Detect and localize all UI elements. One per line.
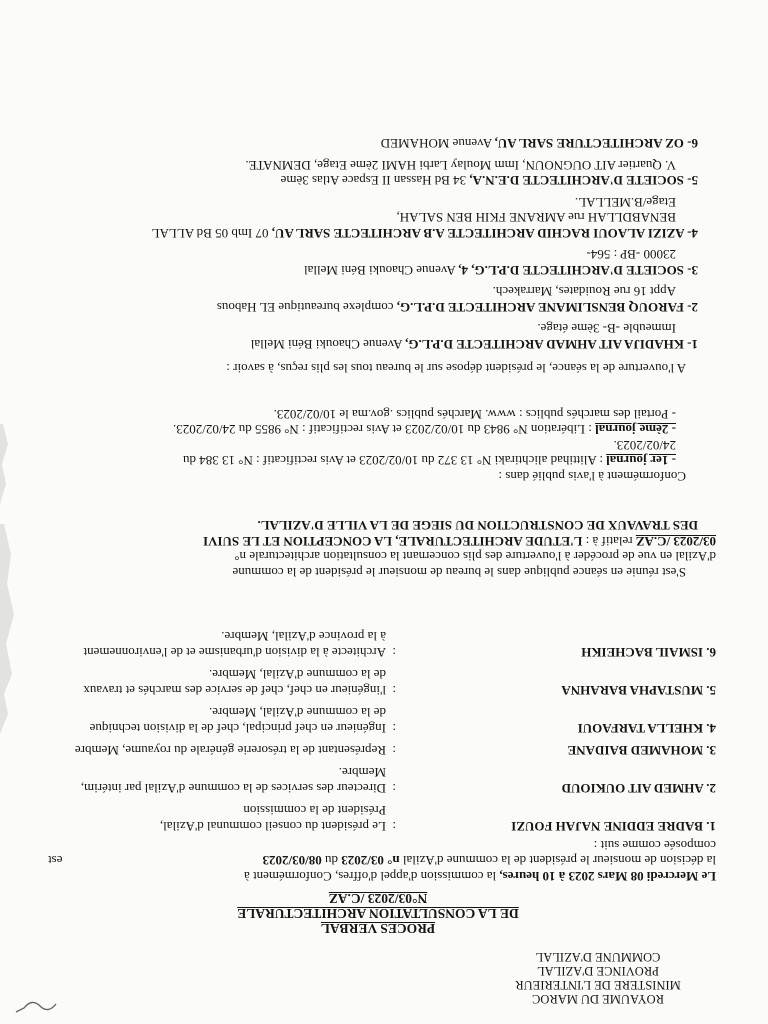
- bidder-name: 1- KHADIJA AIT AHMAD ARCHITECTE D.P.L.G,: [405, 337, 698, 352]
- opening-line: A l'ouverture de la séance, le président dépose sur le bureau tous les plis reçus, à savoir :: [226, 361, 686, 376]
- session-line-2: d'Azilal en vue de procéder à l'ouverture des plis concernant la consultation architecturale n°: [234, 549, 716, 565]
- member-row: [48, 742, 716, 758]
- bidder-address: Avenue Chaouki Béni Mellal: [303, 263, 459, 278]
- bid-item: [48, 136, 716, 152]
- bids-list: [48, 130, 716, 352]
- paper-edge: [0, 424, 18, 504]
- document-title: [168, 891, 588, 936]
- commission-members: [48, 622, 716, 834]
- member-role: Ingénieur en chef principal, chef de la division technique: [89, 721, 386, 736]
- letterhead: [498, 950, 698, 1006]
- bid-item: [48, 247, 716, 278]
- meeting-date: Le Mercredi 08 Mars 2023 à 10 heures,: [499, 869, 716, 884]
- bidder-name: 5- SOCIETE D'ARCHITECTE D.E.N.A,: [469, 173, 698, 189]
- bidder-name: 6- OZ ARCHITECTURE SARL AU,: [494, 136, 698, 152]
- project-object-cont: DES TRAVAUX DE CONSTRUCTION DU SIEGE DE LA VILLE D'AZILAL.: [257, 518, 698, 534]
- bid-item: [48, 158, 716, 189]
- publication-section: [48, 407, 716, 485]
- session-line-1: S'est réunie en séance publique dans le bureau de monsieur le président de la commune: [232, 565, 686, 580]
- bidder-address: 34 Bd Hassan II Espace Atlas 3ème: [280, 173, 470, 189]
- member-name: 3. MOHAMED BAIDANE: [567, 743, 716, 758]
- bidder-address-cont: Appt 16 rue Rouidates, Marrakech.: [492, 284, 676, 300]
- member-role: Représentant de la trésorerie générale du royaume, Membre: [74, 743, 386, 758]
- session-paragraph: [48, 518, 716, 580]
- province-line: PROVINCE D'AZILAL: [536, 964, 660, 978]
- bid-item: [48, 195, 716, 242]
- member-colon: :: [392, 645, 396, 660]
- member-role-cont: de la commune d'Azilal, Membre.: [208, 705, 386, 720]
- bid-item: [48, 321, 716, 352]
- title-line-2: DE LA CONSULTATION ARCHITECTURALE: [237, 906, 519, 921]
- member-row: [48, 644, 716, 660]
- member-role: Directeur des services de la commune d'Azilal par intérim,: [80, 781, 386, 796]
- decision-ref: n° 03/2023: [341, 853, 400, 869]
- bidder-address: 07 Imb 05 Bd ALLAL: [151, 226, 272, 241]
- member-row: [48, 780, 716, 796]
- member-colon: :: [392, 743, 396, 758]
- bid-line: [48, 136, 716, 152]
- bid-line: [48, 337, 716, 353]
- consultation-ref: 03/2023 /C.AZ: [635, 534, 716, 549]
- project-object: L'ETUDE ARCHITECTURALE, LA CONCEPTION ET LE SUIVI: [203, 534, 583, 549]
- member-name: 6. ISMAIL BACHEIKH: [581, 645, 716, 660]
- bidder-name: 2- FAROUQ BENSLIMANE ARCHITECTE D.P.L.G,: [396, 300, 698, 315]
- journal-text: : Libération N° 9843 du 10/02/2023 et Avis rectificatif : N° 9855 du 24/02/2023.: [172, 422, 596, 438]
- bidder-address-cont: BENABDLLAH rue AMRANE FKIH BEN SALAH,: [396, 210, 676, 226]
- member-role: Le président du conseil communal d'Azilal,: [159, 819, 386, 834]
- decision-date: 08/03/2023: [262, 853, 322, 869]
- intro-line-2: [48, 853, 716, 869]
- member-role-cont: Membre.: [338, 765, 386, 780]
- bidder-address: Avenue Chaouki Béni Mellal: [250, 337, 406, 352]
- intro-text: la commission d'appel d'offres, Conformément à: [243, 869, 500, 884]
- member-role: l'ingénieur en chef, chef de service des marchés et travaux: [83, 683, 386, 698]
- member-colon: :: [392, 683, 396, 698]
- intro-text: la décision de monsieur le président de la commune d'Azilal: [399, 853, 716, 869]
- first-journal-cont: 24/02/2023.: [613, 438, 676, 453]
- title-line-3: N°03/2023 /C.AZ: [328, 891, 428, 906]
- ink-mark: [14, 996, 58, 1018]
- public-portal: - Portail des marchés publics : www. Marchés publics .gov.ma le 10/02/2023.: [273, 407, 676, 422]
- second-journal: [48, 422, 716, 438]
- journal-label: - 2ème journal: [595, 422, 676, 438]
- session-text: relatif à :: [582, 534, 636, 549]
- bidder-name: 4- AZIZI ALAOUI RACHID ARCHITECTE A.B ARCHITECTE SARL AU,: [271, 226, 698, 241]
- member-colon: :: [392, 721, 396, 736]
- bidder-address: complexe bureautique EL Habous: [216, 300, 397, 315]
- title-line-1: PROCES VERBAL: [320, 921, 436, 936]
- journal-text: : Alittihad alichtiraki N° 13 372 du 10/02/2023 et Avis rectificatif : N° 13 384 du: [182, 453, 607, 469]
- paper-edge: [0, 524, 18, 734]
- bid-line: [48, 226, 716, 242]
- ministry-line: MINISTERE DE L'INTERIEUR: [515, 978, 681, 992]
- member-row: [48, 720, 716, 736]
- member-row: [48, 818, 716, 834]
- member-role-cont: Président de la commission: [243, 803, 386, 818]
- bid-line: [48, 300, 716, 316]
- kingdom-line: ROYAUME DU MAROC: [532, 992, 664, 1006]
- member-role-cont: de la commune d'Azilal, Membre.: [208, 667, 386, 682]
- bid-line: [48, 263, 716, 279]
- bid-line: [48, 173, 716, 189]
- session-line-3: [48, 534, 716, 550]
- intro-text: est: [48, 853, 63, 869]
- bidder-address-cont: V. Quartier AIT OUGNOUN, Imm Moulay Larbi HAMI 2ème Etage, DEMNATE.: [245, 158, 676, 173]
- member-row: [48, 682, 716, 698]
- member-role: Architecte à la division d'urbanisme et de l'environnement: [83, 645, 386, 660]
- bidder-address: Avenue MOHAMED: [380, 136, 495, 152]
- member-name: 1. BADRE EDDINE NAJAH FOUZI: [511, 819, 716, 834]
- bidder-name: 3- SOCIETE D'ARCHITECTE D.P.L.G, 4,: [458, 263, 698, 278]
- bidder-address-cont: Etage/B.MELLAL.: [574, 195, 676, 210]
- first-journal: [48, 453, 716, 469]
- member-name: 4. KHELLA TARFAOUI: [577, 721, 716, 736]
- bidder-address-cont: Immeuble -B- 3ème étage.: [537, 321, 676, 337]
- intro-line-1: [48, 869, 716, 885]
- intro-line-3: composée comme suit :: [593, 838, 716, 853]
- member-name: 5. MUSTAPHA BARAHNA: [561, 683, 716, 698]
- intro-text: du: [321, 853, 342, 869]
- bidder-address-cont: 23000 -BP : 564-: [586, 247, 676, 263]
- member-role-cont: à la province d'Azilal, Membre.: [221, 629, 386, 644]
- intro-paragraph: [48, 838, 716, 885]
- bid-item: [48, 284, 716, 315]
- member-name: 2. AHMED AIT OUKIOUD: [561, 781, 716, 796]
- commune-line: COMMUNE D'AZILAL: [535, 950, 661, 964]
- journal-label: - 1er journal: [606, 453, 676, 469]
- member-colon: :: [392, 819, 396, 834]
- member-colon: :: [392, 781, 396, 796]
- publication-intro: Conformément à l'avis publié dans :: [498, 469, 686, 484]
